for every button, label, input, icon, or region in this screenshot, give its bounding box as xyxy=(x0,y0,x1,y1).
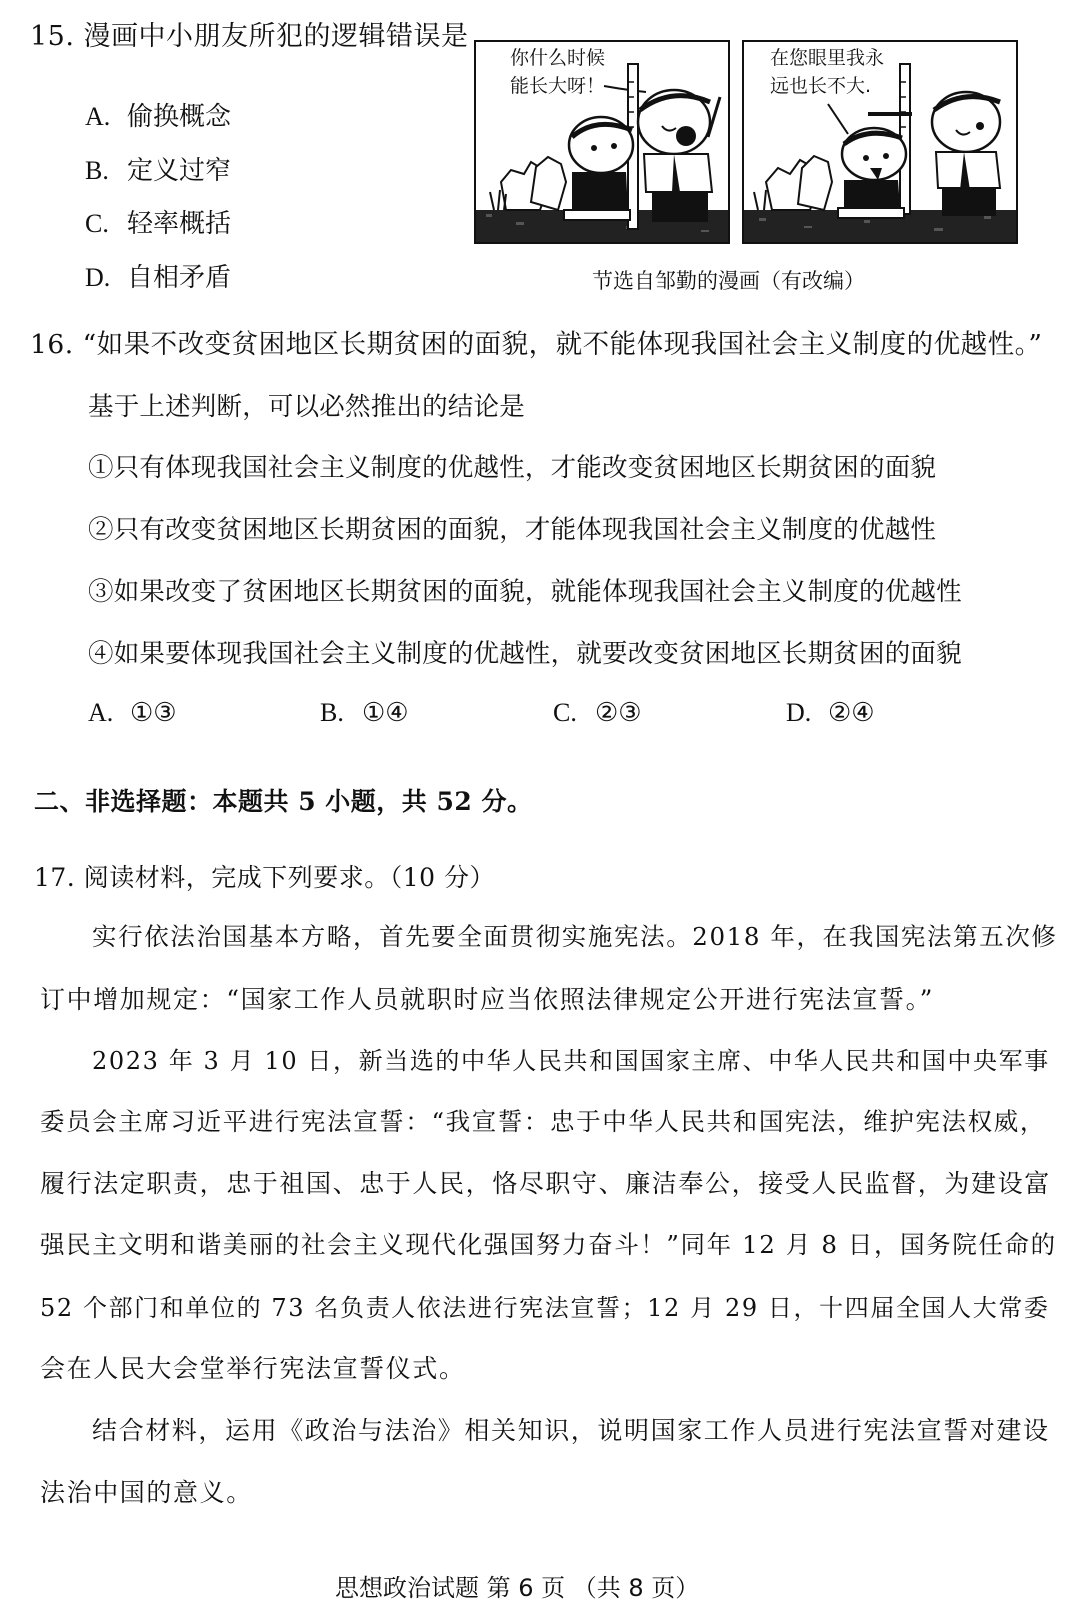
q16-statement-4: ④如果要体现我国社会主义制度的优越性，就要改变贫困地区长期贫困的面貌 xyxy=(88,639,962,669)
q15-option-a[interactable] xyxy=(85,96,231,133)
cartoon-panel-2 xyxy=(742,40,1018,244)
q16-statement-3: ③如果改变了贫困地区长期贫困的面貌，就能体现我国社会主义制度的优越性 xyxy=(88,577,962,607)
speech-line: 远也长不大. xyxy=(770,75,872,97)
speech-line: 在您眼里我永 xyxy=(770,47,885,69)
q17-material-line: 订中增加规定：“国家工作人员就职时应当依照法律规定公开进行宪法宣誓。” xyxy=(40,985,935,1014)
option-label: C. xyxy=(85,209,109,238)
q17-material-line: 52 个部门和单位的 73 名负责人依法进行宪法宣誓；12 月 29 日，十四届全国人大常委 xyxy=(40,1294,1050,1322)
q17-material-line: 强民主文明和谐美丽的社会主义现代化强国努力奋斗！”同年 12 月 8 日，国务院任命的 xyxy=(40,1230,1057,1259)
q16-option-a[interactable] xyxy=(88,698,177,728)
option-text: 偷换概念 xyxy=(127,102,232,132)
q16-statement-2: ②只有改变贫困地区长期贫困的面貌，才能体现我国社会主义制度的优越性 xyxy=(88,515,937,545)
option-text: ①④ xyxy=(362,698,409,728)
q17-task-line: 结合材料，运用《政治与法治》相关知识，说明国家工作人员进行宪法宣誓对建设 xyxy=(92,1416,1050,1445)
option-text: 自相矛盾 xyxy=(127,263,232,293)
page-footer: 思想政治试题 第 6 页 （共 8 页） xyxy=(335,1574,700,1602)
q15-option-d[interactable] xyxy=(85,257,231,294)
option-label: A. xyxy=(85,102,111,131)
cartoon-illustration-2 xyxy=(744,42,1016,242)
q16-option-b[interactable] xyxy=(320,698,409,728)
option-label: B. xyxy=(85,156,109,185)
section-heading: 二、非选择题：本题共 5 小题，共 52 分。 xyxy=(34,787,533,816)
q16-prompt: 基于上述判断，可以必然推出的结论是 xyxy=(88,392,525,422)
q15-option-b[interactable] xyxy=(85,150,231,187)
option-label: D. xyxy=(786,698,812,727)
q16-statement-1: ①只有体现我国社会主义制度的优越性，才能改变贫困地区长期贫困的面貌 xyxy=(88,453,937,483)
option-text: ①③ xyxy=(130,698,177,728)
speech-line: 能长大呀！ xyxy=(510,75,606,97)
option-label: D. xyxy=(85,263,111,292)
q15-stem: 15. 漫画中小朋友所犯的逻辑错误是 xyxy=(30,21,469,52)
q17-stem: 17. 阅读材料，完成下列要求。（10 分） xyxy=(34,863,495,892)
option-text: 轻率概括 xyxy=(127,209,232,239)
option-text: ②④ xyxy=(828,698,875,728)
q16-option-d[interactable] xyxy=(786,698,875,728)
option-text: 定义过窄 xyxy=(127,156,232,186)
q17-material-line: 实行依法治国基本方略，首先要全面贯彻实施宪法。2018 年，在我国宪法第五次修 xyxy=(92,922,1058,951)
q17-task-line: 法治中国的意义。 xyxy=(40,1478,253,1507)
option-label: A. xyxy=(88,698,114,727)
q17-material-line: 2023 年 3 月 10 日，新当选的中华人民共和国国家主席、中华人民共和国中央军事 xyxy=(92,1047,1050,1075)
q17-material-line: 会在人民大会堂举行宪法宣誓仪式。 xyxy=(40,1354,466,1383)
q15-option-c[interactable] xyxy=(85,203,231,240)
cartoon-illustration-1 xyxy=(476,42,728,242)
q17-material-line: 履行法定职责，忠于祖国、忠于人民，恪尽职守、廉洁奉公，接受人民监督，为建设富 xyxy=(40,1169,1051,1198)
q16-stem: 16. “如果不改变贫困地区长期贫困的面貌，就不能体现我国社会主义制度的优越性。” xyxy=(30,329,1043,360)
q16-option-c[interactable] xyxy=(553,698,642,728)
cartoon-caption: 节选自邹勤的漫画（有改编） xyxy=(592,269,865,293)
option-text: ②③ xyxy=(595,698,642,728)
option-label: C. xyxy=(553,698,577,727)
cartoon-panel-1 xyxy=(474,40,730,244)
q17-material-line: 委员会主席习近平进行宪法宣誓：“我宣誓：忠于中华人民共和国宪法，维护宪法权威， xyxy=(40,1107,1046,1136)
speech-line: 你什么时候 xyxy=(510,47,606,69)
option-label: B. xyxy=(320,698,344,727)
